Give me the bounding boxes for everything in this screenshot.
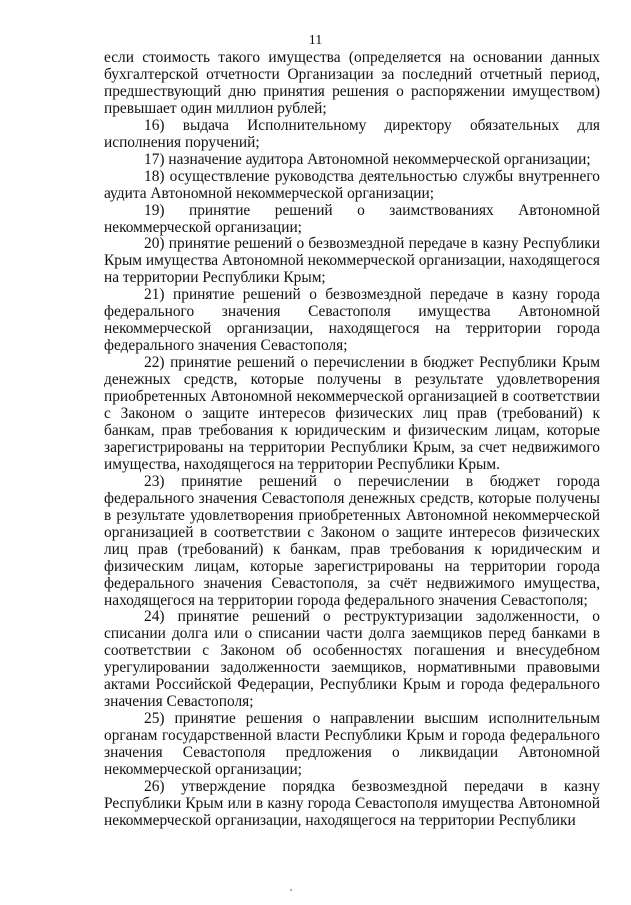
list-item-18: 18) осуществление руководства деятельностью службы внутреннего аудита Автономной некоммерческой организации; bbox=[104, 167, 600, 202]
list-item-19: 19) принятие решений о заимствованиях Автономной некоммерческой организации; bbox=[104, 201, 600, 236]
paragraph-continuation: если стоимость такого имущества (определяется на основании данных бухгалтерской отчетности Организации за последний отчетный период, предшествующий дню принятия решения о распоряжении имуществом) превышает один миллион рублей; bbox=[104, 49, 600, 117]
document-body bbox=[104, 50, 600, 830]
list-item-21: 21) принятие решений о безвозмездной передаче в казну города федерального значения Севастополя имущества Автономной некоммерческой организации, находящегося на территории города федерального значения Севастополя; bbox=[104, 286, 600, 355]
list-item-24: 24) принятие решений о реструктуризации задолженности, о списании долга или о списании части долга заемщиков перед банками в соответствии с Законом об особенностях погашения и внесудебном урегулировании задолженности заемщиков, нормативными правовыми актами Российской Федерации, Республики Крым и города федерального значения Севастополя; bbox=[104, 608, 600, 711]
list-item-20: 20) принятие решений о безвозмездной передаче в казну Республики Крым имущества Автономной некоммерческой организации, находящегося на территории Республики Крым; bbox=[104, 235, 600, 287]
list-item-26: 26) утверждение порядка безвозмездной передачи в казну Республики Крым или в казну города Севастополя имущества Автономной некоммерческой организации, находящегося на территории Республики bbox=[104, 777, 600, 829]
page-number: 11 bbox=[308, 33, 323, 48]
list-item-17: 17) назначение аудитора Автономной некоммерческой организации; bbox=[144, 150, 591, 168]
scan-artifact-dot bbox=[290, 889, 292, 891]
list-item-25: 25) принятие решения о направлении высшим исполнительным органам государственной власти Республики Крым и города федерального значения Севастополя предложения о ликвидации Автономной некоммерческой организации; bbox=[104, 710, 600, 779]
list-item-23: 23) принятие решений о перечислении в бюджет города федерального значения Севастополя денежных средств, которые получены в результате удовлетворения приобретенных Автономной некоммерческой организацией в соответствии с Законом о защите интересов физических лиц прав (требований) к банкам, прав требования к юридическим и физическим лицам, которые зарегистрированы на территории города федерального значения Севастополя, за счёт недвижимого имущества, находящегося на территории города федерального значения Севастополя; bbox=[104, 472, 600, 609]
list-item-22: 22) принятие решений о перечислении в бюджет Республики Крым денежных средств, которые получены в результате удовлетворения приобретенных Автономной некоммерческой организацией в соответствии с Законом о защите интересов физических лиц прав (требований) к банкам, прав требования к юридическим и физическим лицам, которые зарегистрированы на территории Республики Крым, за счет недвижимого имущества, находящегося на территории Республики Крым. bbox=[104, 354, 600, 473]
list-item-16: 16) выдача Исполнительному директору обязательных для исполнения поручений; bbox=[104, 116, 600, 151]
